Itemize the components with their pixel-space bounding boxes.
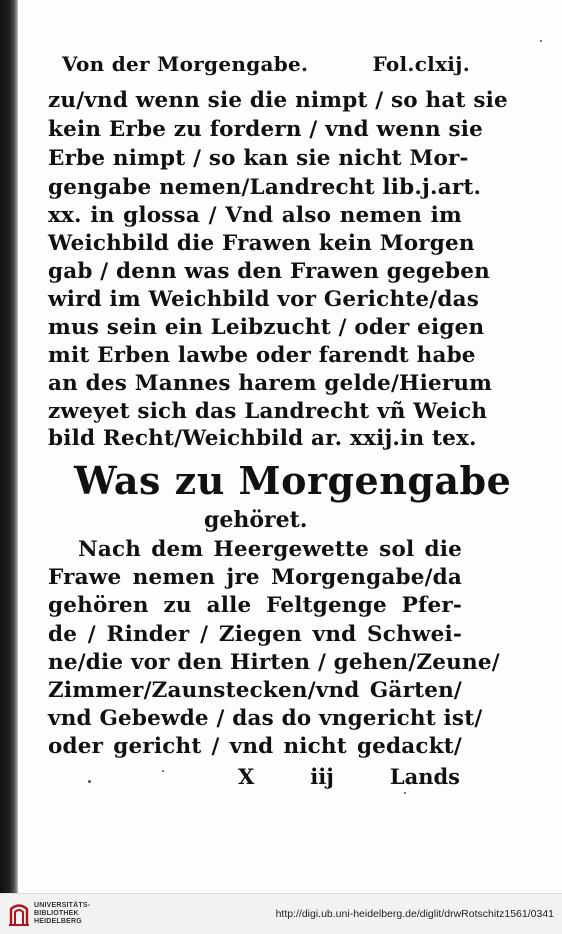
text-line: gengabe nemen/Landrecht lib.j.art. <box>48 175 482 200</box>
paper-speck <box>88 780 91 783</box>
permalink-url[interactable]: http://digi.ub.uni-heidelberg.de/diglit/drwRotschitz1561/0341 <box>275 908 554 920</box>
text-line: zweyet sich das Landrecht vñ Weich <box>48 399 488 424</box>
signature-line <box>238 764 460 789</box>
library-name-line: HEIDELBERG <box>34 918 82 925</box>
text-line: wird im Weichbild vor Gerichte/das <box>48 287 480 312</box>
paper-speck <box>162 770 164 772</box>
text-line: ne/die vor den Hirten / gehen/Zeune/ <box>48 650 500 675</box>
running-head <box>62 52 470 76</box>
text-line: de / Rinder / Ziegen vnd Schwei- <box>48 622 462 647</box>
text-line: Nach dem Heergewette sol die <box>78 537 462 562</box>
library-seal-icon <box>8 901 30 927</box>
library-logo[interactable] <box>8 901 90 927</box>
text-line: xx. in glossa / Vnd also nemen im <box>48 203 462 228</box>
catchword: Lands <box>389 764 460 789</box>
library-name <box>34 902 90 926</box>
library-name-line: UNIVERSITÄTS- <box>34 902 91 909</box>
text-line: Zimmer/Zaunstecken/vnd Gärten/ <box>48 678 462 703</box>
text-line: gab / denn was den Frawen gegeben <box>48 259 490 284</box>
section-heading: Was zu Morgengabe <box>74 458 512 503</box>
text-line: an des Mannes harem gelde/Hierum <box>48 371 493 396</box>
paper-speck <box>540 40 542 42</box>
text-line: mus sein ein Leibzucht / oder eigen <box>48 315 485 340</box>
text-line: zu/vnd wenn sie die nimpt / so hat sie <box>48 88 508 113</box>
text-line: kein Erbe zu fordern / vnd wenn sie <box>48 117 484 142</box>
signature-number: iij <box>310 764 334 789</box>
paper-speck <box>404 792 406 794</box>
book-spine-shadow <box>0 0 18 893</box>
text-line: bild Recht/Weichbild ar. xxij.in tex. <box>48 426 477 451</box>
library-name-line: BIBLIOTHEK <box>34 910 79 917</box>
text-line: oder gericht / vnd nicht gedackt/ <box>48 734 462 759</box>
viewer-footer <box>0 893 562 934</box>
text-line: Erbe nimpt / so kan sie nicht Mor- <box>48 146 469 171</box>
text-line: Weichbild die Frawen kein Morgen <box>48 231 475 256</box>
text-line: gehören zu alle Feltgenge Pfer- <box>48 593 462 618</box>
text-line: Frawe nemen jre Morgengabe/da <box>48 565 462 590</box>
section-heading-continuation: gehöret. <box>204 507 308 533</box>
signature-mark: X <box>238 764 255 789</box>
folio-number: Fol.clxij. <box>372 52 470 76</box>
text-line: mit Erben lawbe oder farendt habe <box>48 343 476 368</box>
running-head-title: Von der Morgengabe. <box>62 52 309 76</box>
text-line: vnd Gebewde / das do vngericht ist/ <box>48 706 483 731</box>
